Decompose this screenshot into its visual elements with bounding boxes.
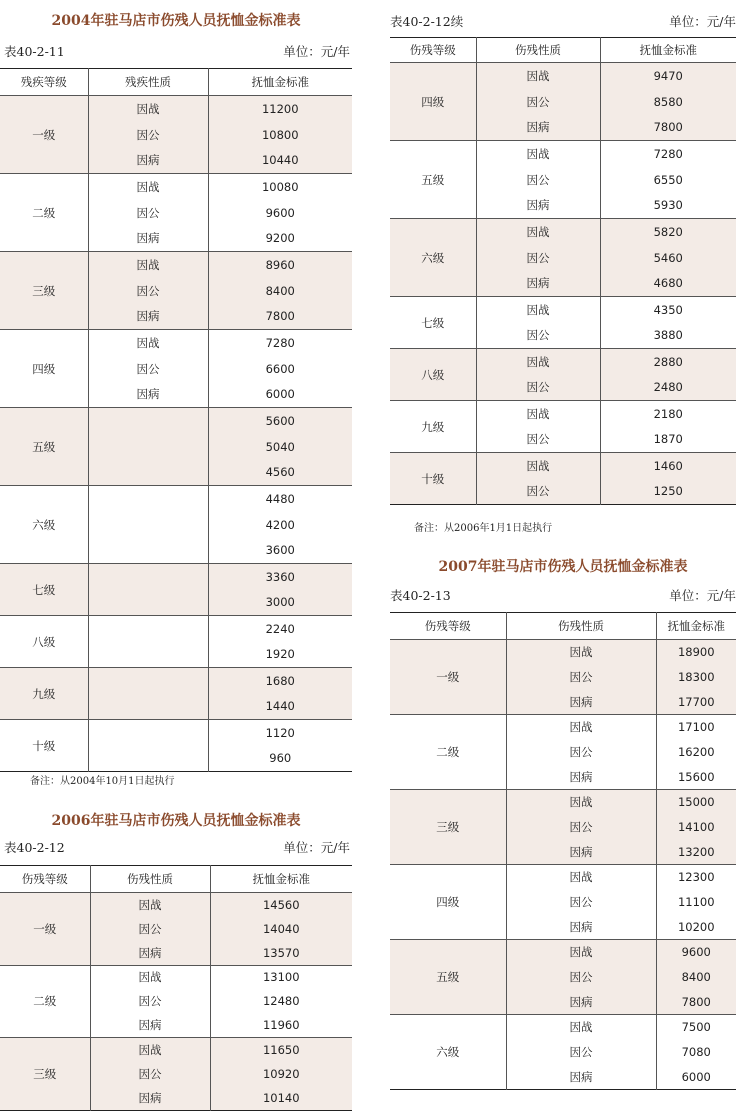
amount-cell: 5820 <box>653 224 683 239</box>
grade-group <box>390 401 736 453</box>
table-row <box>390 401 736 427</box>
nature-cell: 因病 <box>90 941 210 965</box>
amount-cell: 3000 <box>265 595 295 610</box>
table-row <box>0 174 352 200</box>
grade-cell: 二级 <box>0 965 90 1038</box>
nature-cell <box>88 616 208 642</box>
amount-cell: 12300 <box>677 870 715 885</box>
amount-cell: 16200 <box>677 745 715 759</box>
amount-cell: 1250 <box>653 484 683 499</box>
amount-cell: 9600 <box>265 205 295 220</box>
grade-group <box>0 893 352 966</box>
nature-cell <box>88 720 208 746</box>
nature-cell: 因公 <box>476 479 600 505</box>
nature-cell: 因战 <box>476 297 600 323</box>
nature-cell: 因公 <box>476 89 600 115</box>
amount-cell: 6000 <box>681 1069 711 1084</box>
table-row <box>390 219 736 245</box>
nature-cell: 因战 <box>506 940 656 965</box>
amount-cell: 1460 <box>653 458 683 473</box>
amount-cell: 11650 <box>262 1042 300 1057</box>
nature-cell: 因公 <box>90 989 210 1013</box>
nature-cell: 因公 <box>476 245 600 271</box>
grade-group <box>0 564 352 616</box>
column-header: 伤残等级 <box>390 38 476 63</box>
nature-cell: 因病 <box>476 271 600 297</box>
amount-cell: 1920 <box>265 647 295 662</box>
grade-cell: 五级 <box>390 940 506 1015</box>
table-row <box>0 668 352 694</box>
amount-cell: 17700 <box>677 694 715 709</box>
grade-group <box>390 1015 736 1090</box>
column-header: 伤残性质 <box>506 613 656 640</box>
amount-cell: 11960 <box>262 1018 300 1033</box>
table-row <box>0 564 352 590</box>
nature-cell: 因战 <box>88 252 208 278</box>
amount-cell: 6600 <box>265 361 295 376</box>
table-row <box>390 715 736 740</box>
grade-cell: 十级 <box>0 720 88 772</box>
nature-cell <box>88 694 208 720</box>
nature-cell <box>88 434 208 460</box>
amount-cell: 4200 <box>265 517 295 532</box>
nature-cell: 因公 <box>506 1040 656 1065</box>
nature-cell: 因公 <box>88 278 208 304</box>
amount-cell: 2880 <box>653 354 683 369</box>
nature-cell: 因战 <box>506 640 656 665</box>
grade-cell: 四级 <box>390 865 506 940</box>
amount-cell: 10800 <box>261 127 299 142</box>
amount-cell: 8400 <box>681 970 711 984</box>
table-13 <box>390 612 736 1090</box>
amount-cell: 4480 <box>265 491 295 506</box>
grade-group <box>390 790 736 865</box>
grade-group <box>390 63 736 141</box>
grade-cell: 六级 <box>390 219 476 297</box>
grade-group <box>390 141 736 219</box>
grade-cell: 一级 <box>0 96 88 174</box>
table-12-continued <box>390 37 736 505</box>
nature-cell: 因公 <box>90 917 210 941</box>
nature-cell <box>88 668 208 694</box>
amount-cell: 5040 <box>265 439 295 454</box>
nature-cell: 因战 <box>476 349 600 375</box>
amount-cell: 11100 <box>677 895 715 909</box>
nature-cell: 因战 <box>88 330 208 356</box>
nature-cell: 因战 <box>88 174 208 200</box>
amount-cell: 5460 <box>653 250 683 265</box>
grade-group <box>0 668 352 720</box>
nature-cell: 因病 <box>506 1065 656 1090</box>
nature-cell <box>88 642 208 668</box>
amount-cell: 1120 <box>265 725 295 740</box>
grade-cell: 二级 <box>0 174 88 252</box>
amount-cell: 1680 <box>265 673 295 688</box>
amount-cell: 3360 <box>265 569 295 584</box>
column-header: 抚恤金标准 <box>251 75 309 89</box>
amount-cell: 7080 <box>681 1045 711 1059</box>
amount-cell: 10920 <box>262 1066 300 1081</box>
amount-cell: 2180 <box>653 406 683 421</box>
nature-cell: 因公 <box>476 427 600 453</box>
nature-cell: 因病 <box>506 915 656 940</box>
nature-cell: 因公 <box>90 1062 210 1086</box>
amount-cell: 13570 <box>262 945 300 960</box>
grade-cell: 四级 <box>390 63 476 141</box>
nature-cell: 因公 <box>476 323 600 349</box>
nature-cell <box>88 746 208 772</box>
grade-group <box>0 330 352 408</box>
grade-group <box>0 96 352 174</box>
nature-cell <box>88 486 208 512</box>
grade-group <box>390 453 736 505</box>
amount-cell: 18900 <box>677 645 715 660</box>
amount-cell: 15600 <box>677 769 715 784</box>
column-header: 伤残性质 <box>90 866 210 893</box>
table-row <box>0 965 352 989</box>
column-header: 抚恤金标准 <box>252 872 310 886</box>
table-12-title: 2006年驻马店市伤残人员抚恤金标准表 <box>51 813 301 829</box>
grade-group <box>0 720 352 772</box>
table-13-unit: 单位：元/年 <box>669 588 736 603</box>
table-11-unit: 单位：元/年 <box>283 44 350 59</box>
grade-group <box>0 965 352 1038</box>
amount-cell: 7280 <box>265 335 295 350</box>
nature-cell: 因病 <box>90 1013 210 1037</box>
table-row <box>390 63 736 89</box>
table-row <box>0 252 352 278</box>
amount-cell: 13100 <box>262 970 300 985</box>
nature-cell <box>88 538 208 564</box>
table-11-code: 表40-2-11 <box>4 44 65 59</box>
nature-cell: 因战 <box>476 63 600 89</box>
amount-cell: 8960 <box>265 257 295 272</box>
table-row <box>390 1015 736 1040</box>
nature-cell <box>88 460 208 486</box>
table-row <box>0 408 352 434</box>
amount-cell: 14560 <box>262 897 300 912</box>
table-row <box>390 141 736 167</box>
amount-cell: 6000 <box>265 387 295 402</box>
table-13-code: 表40-2-13 <box>390 588 451 603</box>
grade-cell: 五级 <box>390 141 476 219</box>
nature-cell: 因公 <box>506 665 656 690</box>
nature-cell: 因战 <box>476 401 600 427</box>
nature-cell <box>88 408 208 434</box>
nature-cell <box>88 564 208 590</box>
amount-cell: 15000 <box>677 795 715 810</box>
column-header: 伤残等级 <box>390 613 506 640</box>
nature-cell: 因公 <box>88 200 208 226</box>
nature-cell: 因病 <box>506 840 656 865</box>
amount-cell: 10200 <box>677 919 715 934</box>
amount-cell: 4680 <box>653 276 683 291</box>
nature-cell: 因公 <box>88 356 208 382</box>
grade-cell: 六级 <box>390 1015 506 1090</box>
amount-cell: 14100 <box>677 820 715 834</box>
amount-cell: 9200 <box>265 231 295 246</box>
table-row <box>390 940 736 965</box>
amount-cell: 4350 <box>653 302 683 317</box>
table-row <box>0 330 352 356</box>
table-12-unit: 单位：元/年 <box>283 840 350 855</box>
nature-cell: 因战 <box>506 790 656 815</box>
amount-cell: 11200 <box>261 101 299 116</box>
nature-cell <box>88 590 208 616</box>
table-12c-note: 备注：从2006年1月1日起执行 <box>414 523 553 534</box>
grade-group <box>390 219 736 297</box>
table-12 <box>0 865 352 1111</box>
nature-cell: 因病 <box>506 765 656 790</box>
grade-cell: 三级 <box>0 1038 90 1111</box>
amount-cell: 960 <box>269 751 292 766</box>
amount-cell: 1440 <box>265 699 295 714</box>
grade-cell: 四级 <box>0 330 88 408</box>
column-header: 抚恤金标准 <box>639 43 697 57</box>
table-row <box>0 96 352 122</box>
table-11 <box>0 68 352 772</box>
table-12-code: 表40-2-12 <box>4 840 65 855</box>
table-13-title: 2007年驻马店市伤残人员抚恤金标准表 <box>438 559 688 575</box>
grade-cell: 七级 <box>0 564 88 616</box>
grade-group <box>390 715 736 790</box>
amount-cell: 9600 <box>681 945 711 960</box>
nature-cell: 因公 <box>88 122 208 148</box>
nature-cell: 因公 <box>506 815 656 840</box>
grade-cell: 一级 <box>0 893 90 966</box>
amount-cell: 5600 <box>265 413 295 428</box>
grade-cell: 七级 <box>390 297 476 349</box>
grade-group <box>0 408 352 486</box>
amount-cell: 8580 <box>653 94 683 109</box>
amount-cell: 1870 <box>653 432 683 447</box>
column-header: 残疾等级 <box>0 69 88 96</box>
amount-cell: 10140 <box>262 1090 300 1105</box>
amount-cell: 13200 <box>677 844 715 859</box>
column-header: 抚恤金标准 <box>667 619 725 633</box>
column-header: 残疾性质 <box>88 69 208 96</box>
amount-cell: 14040 <box>262 921 300 936</box>
amount-cell: 7500 <box>681 1020 711 1035</box>
nature-cell: 因战 <box>476 219 600 245</box>
nature-cell: 因公 <box>506 740 656 765</box>
nature-cell: 因公 <box>506 965 656 990</box>
table-row <box>0 720 352 746</box>
amount-cell: 18300 <box>677 670 715 684</box>
nature-cell: 因公 <box>506 890 656 915</box>
column-header: 伤残性质 <box>476 38 600 63</box>
table-row <box>390 349 736 375</box>
table-row <box>390 865 736 890</box>
nature-cell: 因病 <box>476 115 600 141</box>
nature-cell <box>88 512 208 538</box>
table-row <box>390 640 736 665</box>
grade-group <box>0 1038 352 1111</box>
amount-cell: 7800 <box>265 309 295 324</box>
grade-cell: 九级 <box>390 401 476 453</box>
table-row <box>0 893 352 917</box>
grade-cell: 三级 <box>0 252 88 330</box>
table-row <box>0 1038 352 1062</box>
amount-cell: 7280 <box>653 146 683 161</box>
amount-cell: 4560 <box>265 465 295 480</box>
table-row <box>390 297 736 323</box>
grade-group <box>0 486 352 564</box>
nature-cell: 因病 <box>506 990 656 1015</box>
amount-cell: 8400 <box>265 283 295 298</box>
nature-cell: 因病 <box>88 226 208 252</box>
nature-cell: 因病 <box>88 382 208 408</box>
nature-cell: 因病 <box>90 1086 210 1110</box>
table-row <box>390 790 736 815</box>
table-12c-code: 表40-2-12续 <box>390 14 464 29</box>
grade-cell: 三级 <box>390 790 506 865</box>
nature-cell: 因公 <box>476 167 600 193</box>
nature-cell: 因战 <box>90 965 210 989</box>
table-12c-unit: 单位：元/年 <box>669 14 736 29</box>
amount-cell: 3600 <box>265 543 295 558</box>
nature-cell: 因病 <box>506 690 656 715</box>
grade-cell: 八级 <box>0 616 88 668</box>
amount-cell: 2240 <box>265 621 295 636</box>
nature-cell: 因战 <box>506 715 656 740</box>
grade-cell: 八级 <box>390 349 476 401</box>
amount-cell: 17100 <box>677 720 715 735</box>
nature-cell: 因病 <box>88 148 208 174</box>
grade-group <box>0 174 352 252</box>
grade-cell: 九级 <box>0 668 88 720</box>
grade-group <box>390 640 736 715</box>
grade-cell: 一级 <box>390 640 506 715</box>
nature-cell: 因战 <box>476 453 600 479</box>
table-row <box>0 616 352 642</box>
nature-cell: 因战 <box>90 1038 210 1062</box>
amount-cell: 6550 <box>653 172 683 187</box>
amount-cell: 10080 <box>261 179 299 194</box>
table-row <box>390 453 736 479</box>
table-row <box>0 486 352 512</box>
grade-group <box>390 865 736 940</box>
grade-group <box>0 616 352 668</box>
grade-group <box>390 940 736 1015</box>
nature-cell: 因战 <box>88 96 208 122</box>
nature-cell: 因战 <box>506 1015 656 1040</box>
grade-cell: 五级 <box>0 408 88 486</box>
nature-cell: 因战 <box>90 893 210 917</box>
column-header: 伤残等级 <box>0 866 90 893</box>
amount-cell: 3880 <box>653 328 683 343</box>
amount-cell: 5930 <box>653 198 683 213</box>
grade-cell: 十级 <box>390 453 476 505</box>
grade-group <box>390 297 736 349</box>
nature-cell: 因战 <box>506 865 656 890</box>
amount-cell: 7800 <box>681 994 711 1009</box>
grade-cell: 六级 <box>0 486 88 564</box>
grade-cell: 二级 <box>390 715 506 790</box>
nature-cell: 因病 <box>476 193 600 219</box>
grade-group <box>390 349 736 401</box>
amount-cell: 10440 <box>261 153 299 168</box>
amount-cell: 12480 <box>262 994 300 1009</box>
table-11-title: 2004年驻马店市伤残人员抚恤金标准表 <box>51 13 301 29</box>
nature-cell: 因病 <box>88 304 208 330</box>
amount-cell: 7800 <box>653 120 683 135</box>
grade-group <box>0 252 352 330</box>
amount-cell: 9470 <box>653 68 683 83</box>
nature-cell: 因公 <box>476 375 600 401</box>
amount-cell: 2480 <box>653 380 683 395</box>
nature-cell: 因战 <box>476 141 600 167</box>
table-11-note: 备注：从2004年10月1日起执行 <box>30 776 175 787</box>
